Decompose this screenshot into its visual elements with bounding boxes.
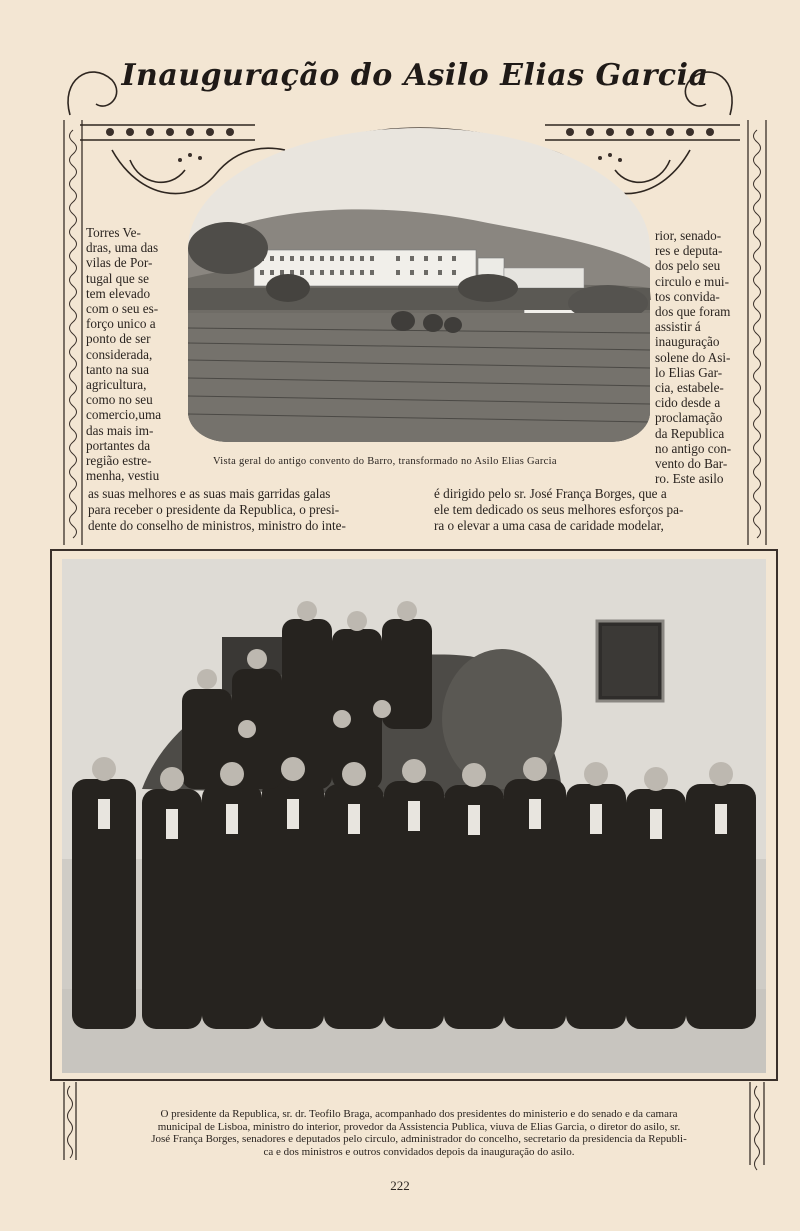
text-line: proclamação [655,410,723,426]
text-line: solene do Asi- [655,349,731,365]
group-photo [62,559,766,1073]
article-bottom-left-line: as suas melhores e as suas mais garridas galas [88,486,331,501]
article-title: Inauguração do Asilo Elias Garcia [121,58,709,93]
text-line: tugal que se [86,270,149,286]
group-photo-caption [98,1108,740,1158]
article-bottom-right-line: é dirigido pelo sr. José França Borges, que a [434,486,667,501]
text-line: circulo e mui- [655,273,729,289]
text-line: considerada, [86,346,153,362]
text-line: res e deputa- [655,243,723,259]
text-line: região estre- [86,453,152,469]
text-line: agricultura, [86,377,147,393]
article-bottom-right-line: ele tem dedicado os seus melhores esforços pa- [434,502,684,517]
text-line: com o seu es- [86,301,159,317]
text-line: tanto na sua [86,361,149,377]
text-line: portantes da [86,437,151,453]
article-left-column [86,225,178,483]
caption-line: José França Borges, senadores e deputados pelo circulo, administrador do concelho, secretario da presidencia da Republi- [151,1133,687,1145]
caption-line: municipal de Lisboa, ministro do interior, provedor da Assistencia Publica, viuva de Elias Garcia, o diretor do asilo, sr. [157,1120,681,1133]
text-line: Torres Ve- [86,225,141,240]
text-line: ponto de ser [86,331,151,347]
article-bottom-left-line: para receber o presidente da Republica, o presi- [88,502,340,517]
text-line: vento do Bar- [655,456,728,472]
text-line: inauguração [655,334,720,350]
text-line: no antigo con- [655,440,732,456]
article-right-column [655,228,747,486]
text-line: menha, vestiu [86,468,160,484]
text-line: da Republica [655,425,725,441]
text-line: dras, uma das [86,240,159,256]
group-photo-frame [50,549,778,1081]
text-line: assistir á [655,319,701,335]
text-line: cia, estabele- [655,380,724,396]
text-line: como no seu [86,392,153,408]
text-line: comercio,uma [86,407,162,423]
text-line: ro. Este asilo [655,471,724,487]
text-line: das mais im- [86,422,154,438]
text-line: tem elevado [86,285,151,301]
text-line: vilas de Por- [86,255,153,271]
text-line: tos convida- [655,288,720,304]
text-line: forço unico a [86,316,156,332]
convent-photo [188,128,650,442]
text-line: rior, senado- [655,228,722,243]
article-bottom-left-line: dente do conselho de ministros, ministro do inte- [88,518,346,533]
text-line: cido desde a [655,395,721,411]
page-number: 222 [390,1178,410,1193]
text-line: dos pelo seu [655,258,721,274]
article-bottom-right-line: ra o elevar a uma casa de caridade modelar, [434,518,664,533]
caption-line: ca e dos ministros e outros convidados depois da inauguração do asilo. [263,1145,575,1158]
text-line: dos que foram [655,304,731,320]
caption-line: O presidente da Republica, sr. dr. Teofilo Braga, acompanhado dos presidentes do ministerio e do senado e da camara [160,1108,678,1120]
convent-photo-caption: Vista geral do antigo convento do Barro, transformado no Asilo Elias Garcia [213,456,557,467]
text-line: lo Elias Gar- [655,364,723,380]
